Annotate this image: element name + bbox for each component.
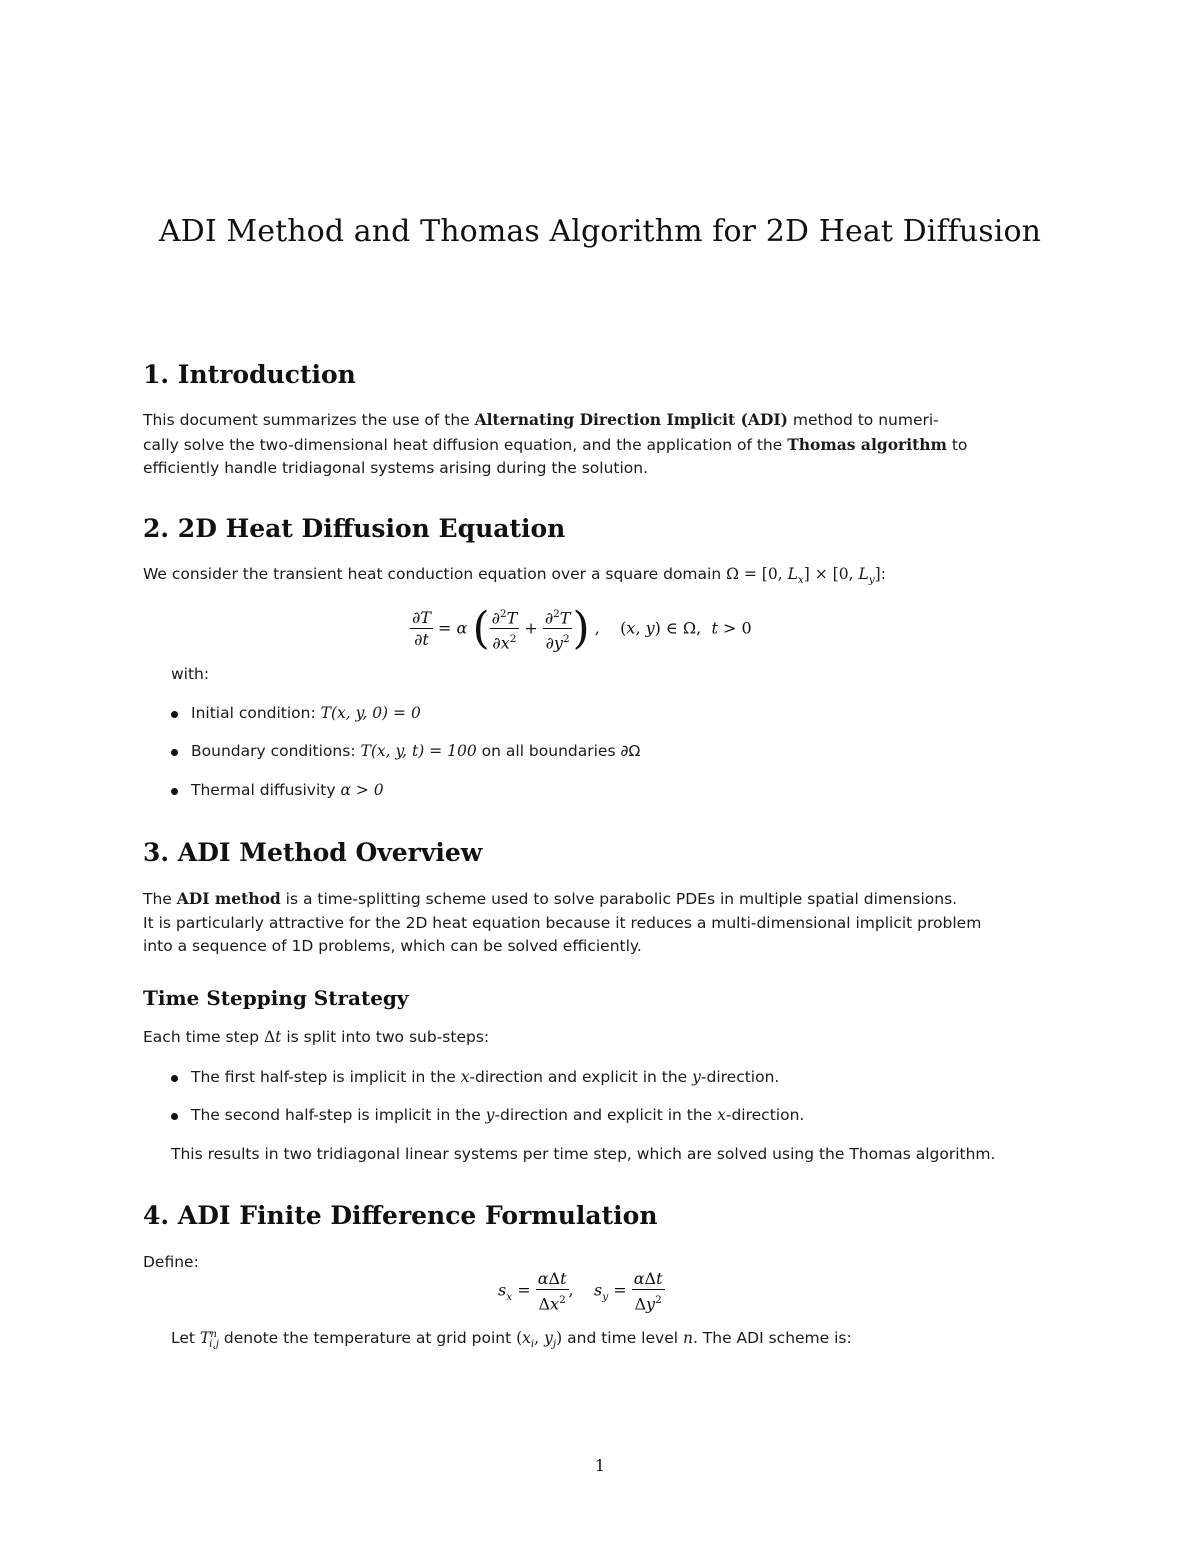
bullet-second-half-step: The second half-step is implicit in the y-direction and explicit in the x-direction. (191, 1106, 805, 1124)
page-number: 1 (594, 1456, 606, 1475)
time-step-text: Each time step Δt is split into two sub-steps: (143, 1028, 490, 1046)
heat-intro-text: We consider the transient heat conduction equation over a square domain Ω = [0, $L_x] \times [0$, $L_y$]: (143, 565, 886, 587)
section-heading-introduction: 1. Introduction (143, 360, 356, 389)
bullet-boundary-conditions: Boundary conditions: T(x, y, t) = 100 on all boundaries ∂Ω (191, 742, 641, 760)
bullet-marker (171, 1075, 178, 1082)
with-label: with: (171, 665, 210, 683)
adi-scheme-intro: Let $T^n_{i,j}$ denote the temperature at grid point ($x_i$, $y_j$) and time level n. The ADI scheme is: (171, 1328, 852, 1351)
section-heading-adi-overview: 3. ADI Method Overview (143, 838, 483, 867)
s-coefficients-equation: $s_x$ = $\frac{\text{αΔt}}{\Delta x^2}$ , $s_y$ = $\frac{\text{αΔt}}{\Delta y^2}$ (498, 1269, 663, 1314)
bullet-marker (171, 711, 178, 718)
bullet-initial-condition: Initial condition: T(x, y, 0) = 0 (191, 704, 421, 722)
section-heading-heat-equation: 2. 2D Heat Diffusion Equation (143, 514, 566, 543)
bullet-thermal-diffusivity: Thermal diffusivity α > 0 (191, 781, 384, 799)
document-title: ADI Method and Thomas Algorithm for 2D Heat Diffusion (158, 214, 1042, 249)
section-heading-finite-difference: 4. ADI Finite Difference Formulation (143, 1201, 658, 1230)
intro-paragraph: This document summarizes the use of the Alternating Direction Implicit (ADI) method to numeri- cally solve the two-dimensional heat diffusion equation, and the application of the Thomas algorithm to efficiently handle tridiagonal systems arising during the solution. (143, 410, 968, 477)
adi-overview-paragraph: The ADI method is a time-splitting scheme used to solve parabolic PDEs in multiple spatial dimensions. It is particularly attractive for the 2D heat equation because it reduces a multi-dimensional implicit problem into a sequence of 1D problems, which can be solved efficiently. (143, 889, 982, 955)
bullet-marker (171, 788, 178, 795)
define-label: Define: (143, 1253, 199, 1271)
subsection-heading-time-stepping: Time Stepping Strategy (143, 986, 409, 1010)
heat-equation: $\frac{\partial T}{\partial t}$ = α ( $\frac{\partial^2T}{\partial x^2}$ + $\frac{\partial^2T}{\partial y^2}$ ) , (x, y) ∈ Ω, t > 0 (412, 602, 752, 654)
bullet-marker (171, 749, 178, 756)
tridiagonal-result-text: This results in two tridiagonal linear systems per time step, which are solved using the Thomas algorithm. (171, 1145, 996, 1163)
bullet-first-half-step: The first half-step is implicit in the x-direction and explicit in the y-direction. (191, 1068, 780, 1086)
bullet-marker (171, 1113, 178, 1120)
